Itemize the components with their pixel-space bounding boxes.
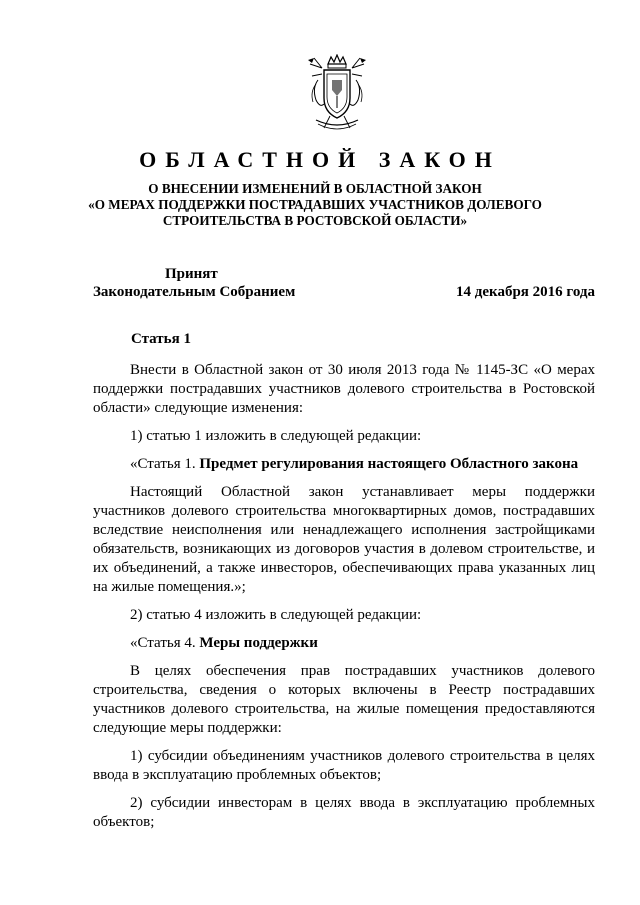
article-4-heading-text: Меры поддержки <box>199 635 318 651</box>
support-measure-2: 2) субсидии инвесторам в целях ввода в эксплуатацию проблемных объектов; <box>93 795 595 830</box>
subtitle-line: СТРОИТЕЛЬСТВА В РОСТОВСКОЙ ОБЛАСТИ» <box>162 213 468 228</box>
adoption-date: 14 декабря 2016 года <box>456 284 595 300</box>
intro-paragraph: Внести в Областной закон от 30 июля 2013 года № 1145-ЗС «О мерах поддержки пострадавших участников долевого строительства в Ростовской области» следующие изменения: <box>93 362 595 416</box>
subtitle-line: О ВНЕСЕНИИ ИЗМЕНЕНИЙ В ОБЛАСТНОЙ ЗАКОН <box>148 181 482 196</box>
article-4-text: В целях обеспечения прав пострадавших участников долевого строительства, сведения о которых включены в Реестр пострадавших участников долевого строительства, на жилые помещения предоставляются следующие меры поддержки: <box>93 663 595 736</box>
subtitle-line: «О МЕРАХ ПОДДЕРЖКИ ПОСТРАДАВШИХ УЧАСТНИКОВ ДОЛЕВОГО <box>88 197 542 212</box>
article-4-heading <box>93 634 595 653</box>
article-1-prefix: «Статья 1. <box>130 456 200 472</box>
article-4-prefix: «Статья 4. <box>130 635 200 651</box>
adopted-by-label: Законодательным Собранием <box>93 284 296 300</box>
article-1-heading <box>93 455 595 474</box>
amendment-item-1: 1) статью 1 изложить в следующей редакции: <box>130 428 422 444</box>
document-subtitle <box>80 181 550 229</box>
article-1-heading-text: Предмет регулирования настоящего Областного закона <box>199 456 579 472</box>
amendment-item-2: 2) статью 4 изложить в следующей редакции: <box>130 607 422 623</box>
support-measure-1: 1) субсидии объединениям участников долевого строительства в целях ввода в эксплуатацию проблемных объектов; <box>93 748 595 783</box>
document-title: ОБЛАСТНОЙ ЗАКОН <box>139 147 501 172</box>
article-1-text: Настоящий Областной закон устанавливает меры поддержки участников долевого строительства многоквартирных домов, пострадавших вследствие неисполнения или ненадлежащего исполнения застройщиками обязательств, возникающих из договоров участия в долевом строительстве, и их объединений, а также инвесторов, обеспечивающих права указанных лиц на жилые помещения.»; <box>93 484 595 595</box>
article-title: Статья 1 <box>131 331 191 347</box>
document-body <box>93 330 595 841</box>
adopted-label: Принят <box>165 266 218 282</box>
coat-of-arms-emblem <box>304 54 370 134</box>
